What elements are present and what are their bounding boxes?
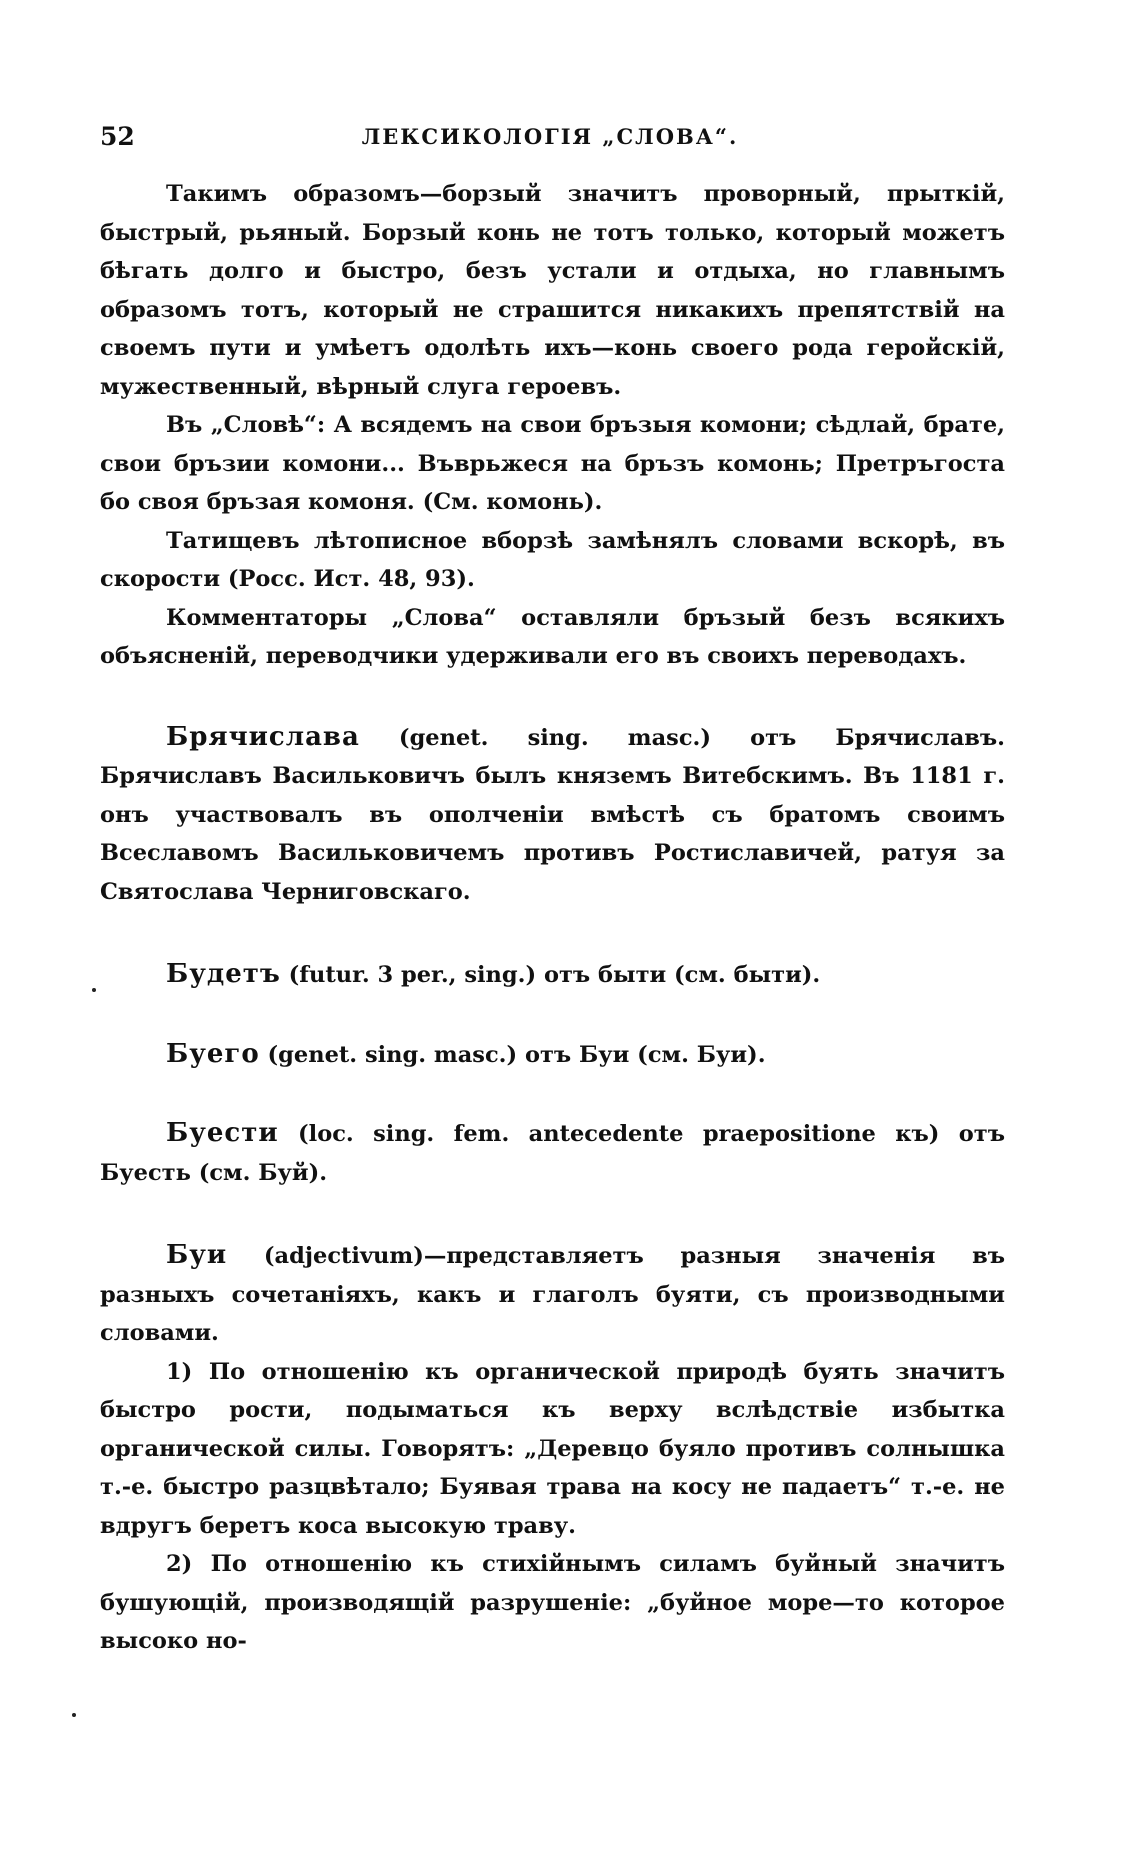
page-header bbox=[100, 122, 1000, 162]
entry-headword: Брячислава bbox=[166, 721, 360, 752]
dictionary-entry bbox=[100, 1114, 1005, 1192]
paragraph: Комментаторы „Слова“ оставляли бръзый безъ всякихъ объясненiй, переводчики удерживали его въ своихъ переводахъ. bbox=[100, 604, 1005, 669]
print-speck bbox=[72, 1713, 76, 1717]
entry-text: (futur. 3 per., sing.) отъ быти (см. быти). bbox=[280, 962, 821, 988]
paragraph: Такимъ образомъ—борзый значитъ проворный, прыткiй, быстрый, рьяный. Борзый конь не тотъ только, который можетъ бѣгать долго и быстро, безъ устали и отдыха, но главнымъ образомъ тотъ, который не страшится никакихъ препятствiй на своемъ пути и умѣетъ одолѣть ихъ—конь своего рода геройскiй, мужественный, вѣрный слуга героевъ. bbox=[100, 181, 1005, 400]
sense-paragraph: 2) По отношенiю къ стихiйнымъ силамъ буйный значитъ бушующiй, производящiй разрушенiе: „буйное море—то которое высоко но- bbox=[100, 1551, 1005, 1654]
dictionary-entry bbox=[100, 1236, 1005, 1353]
entry-headword: Будетъ bbox=[166, 959, 281, 989]
entry-text: (adjectivum)—представляетъ разныя значенiя въ разныхъ сочетанiяхъ, какъ и глаголъ буяти, съ производными словами. bbox=[100, 1243, 1005, 1346]
entry-text: (genet. sing. masc.) отъ Брячиславъ. Брячиславъ Васильковичъ былъ княземъ Витебскимъ. Въ 1181 г. онъ участвовалъ въ ополченiи вмѣстѣ съ братомъ своимъ Всеславомъ Васильковичемъ противъ Ростиславичей, ратуя за Святослава Черниговскаго. bbox=[100, 724, 1005, 905]
entry-headword: Буести bbox=[166, 1118, 279, 1148]
sense-paragraph: 1) По отношенiю къ органической природѣ буять значитъ быстро рости, подыматься къ верху вслѣдствiе избытка органической силы. Говорятъ: „Деревцо буяло противъ солнышка т.-е. быстро разцвѣтало; Буявая трава на косу не падаетъ“ т.-е. не вдругъ беретъ коса высокую траву. bbox=[100, 1358, 1005, 1539]
entry-text: (genet. sing. masc.) отъ Буи (см. Буи). bbox=[259, 1041, 766, 1068]
dictionary-entry bbox=[100, 955, 1005, 995]
running-title: ЛЕКСИКОЛОГIЯ „СЛОВА“. bbox=[361, 124, 739, 149]
dictionary-entry bbox=[100, 1035, 1005, 1075]
paragraph: Татищевъ лѣтописное вборзѣ замѣнялъ словами вскорѣ, въ скорости (Росс. Ист. 48, 93). bbox=[100, 527, 1005, 592]
print-speck bbox=[92, 988, 96, 992]
paragraph: Въ „Словѣ“: А всядемъ на свои бръзыя комони; сѣдлай, брате, свои бръзии комони... Въврьжеся на бръзъ комонь; Претръгоста бо своя бръзая комоня. (См. комонь). bbox=[100, 412, 1005, 515]
entry-text: (loc. sing. fem. antecedente praepositione къ) отъ Буесть (см. Буй). bbox=[100, 1121, 1005, 1186]
entry-headword: Буего bbox=[166, 1038, 260, 1069]
page-body bbox=[100, 175, 1005, 1661]
dictionary-entry bbox=[100, 718, 1005, 912]
entry-headword: Буи bbox=[166, 1240, 228, 1270]
page-number: 52 bbox=[100, 122, 135, 151]
